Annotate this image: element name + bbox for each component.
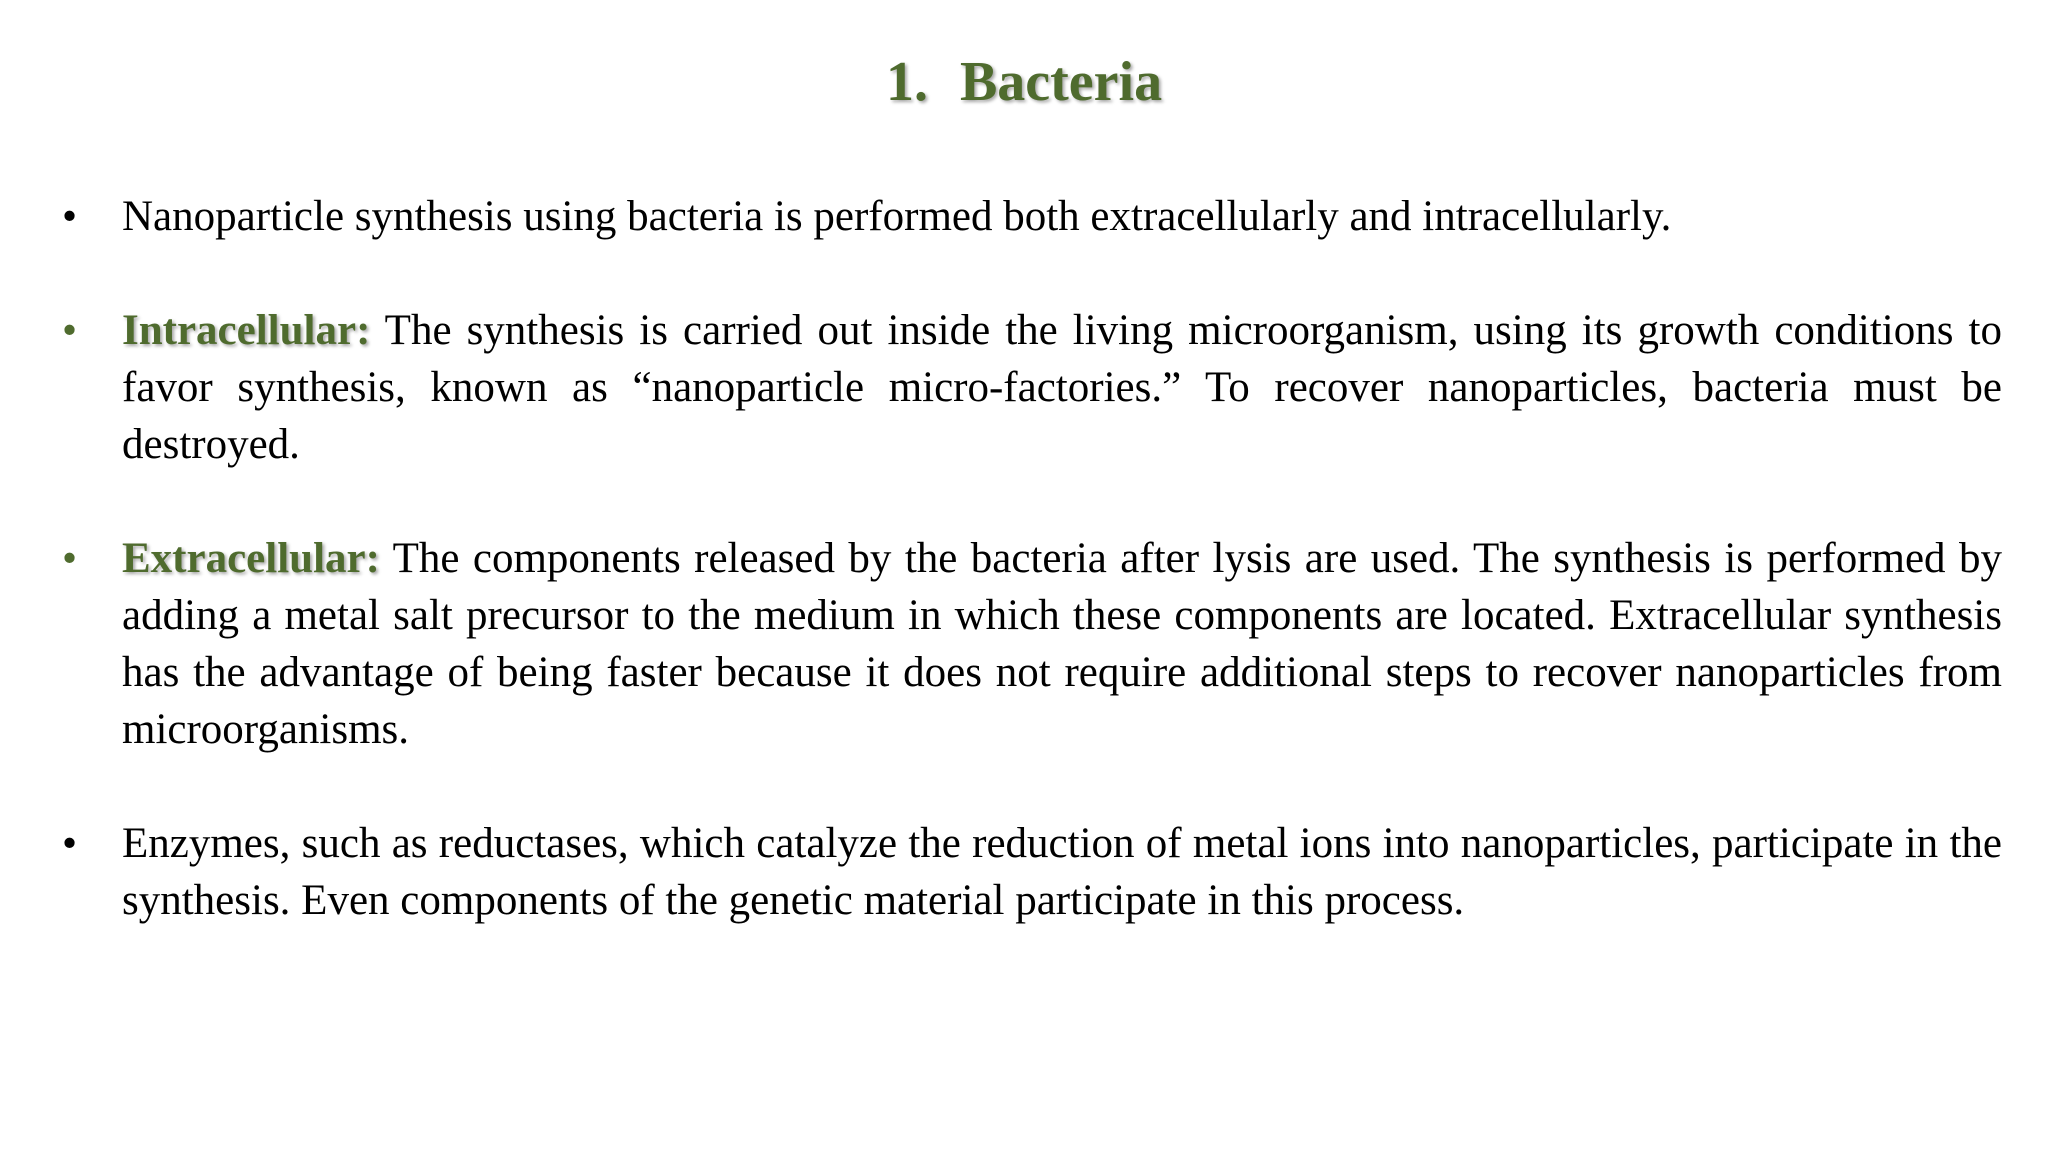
bullet-item-enzymes [62,815,2002,929]
bullet-text: The synthesis is carried out inside the living microorganism, using its growth conditions to favor synthesis, known as “nanoparticle micro-factories.” To recover nanoparticles, bacteria must be destroyed. [122,307,2002,468]
bullet-term: Intracellular: [122,307,371,354]
title-number: 1. [885,51,928,113]
bullet-point-icon: • [62,535,78,582]
bullet-item-extracellular [62,530,2002,758]
bullet-text: The components released by the bacteria after lysis are used. The synthesis is performed by adding a metal salt precursor to the medium in which these components are located. Extracellular synthesis has the advantage of being faster because it does not require additional steps to recover nanoparticles from microorganisms. [122,535,2002,753]
title-text: Bacteria [959,51,1163,113]
bullet-point-icon: • [62,820,78,867]
bullet-item-intracellular [62,302,2002,473]
slide-title [0,50,2048,114]
bullet-list [62,188,2002,986]
bullet-term: Extracellular: [122,535,380,582]
bullet-item-synthesis-overview [62,188,2002,245]
bullet-text: Nanoparticle synthesis using bacteria is performed both extracellularly and intracellularly. [122,193,1672,240]
bullet-point-icon: • [62,193,78,240]
bullet-point-icon: • [62,307,78,354]
bullet-text: Enzymes, such as reductases, which catalyze the reduction of metal ions into nanoparticles, participate in the synthesis. Even components of the genetic material participate in this process. [122,820,2002,924]
